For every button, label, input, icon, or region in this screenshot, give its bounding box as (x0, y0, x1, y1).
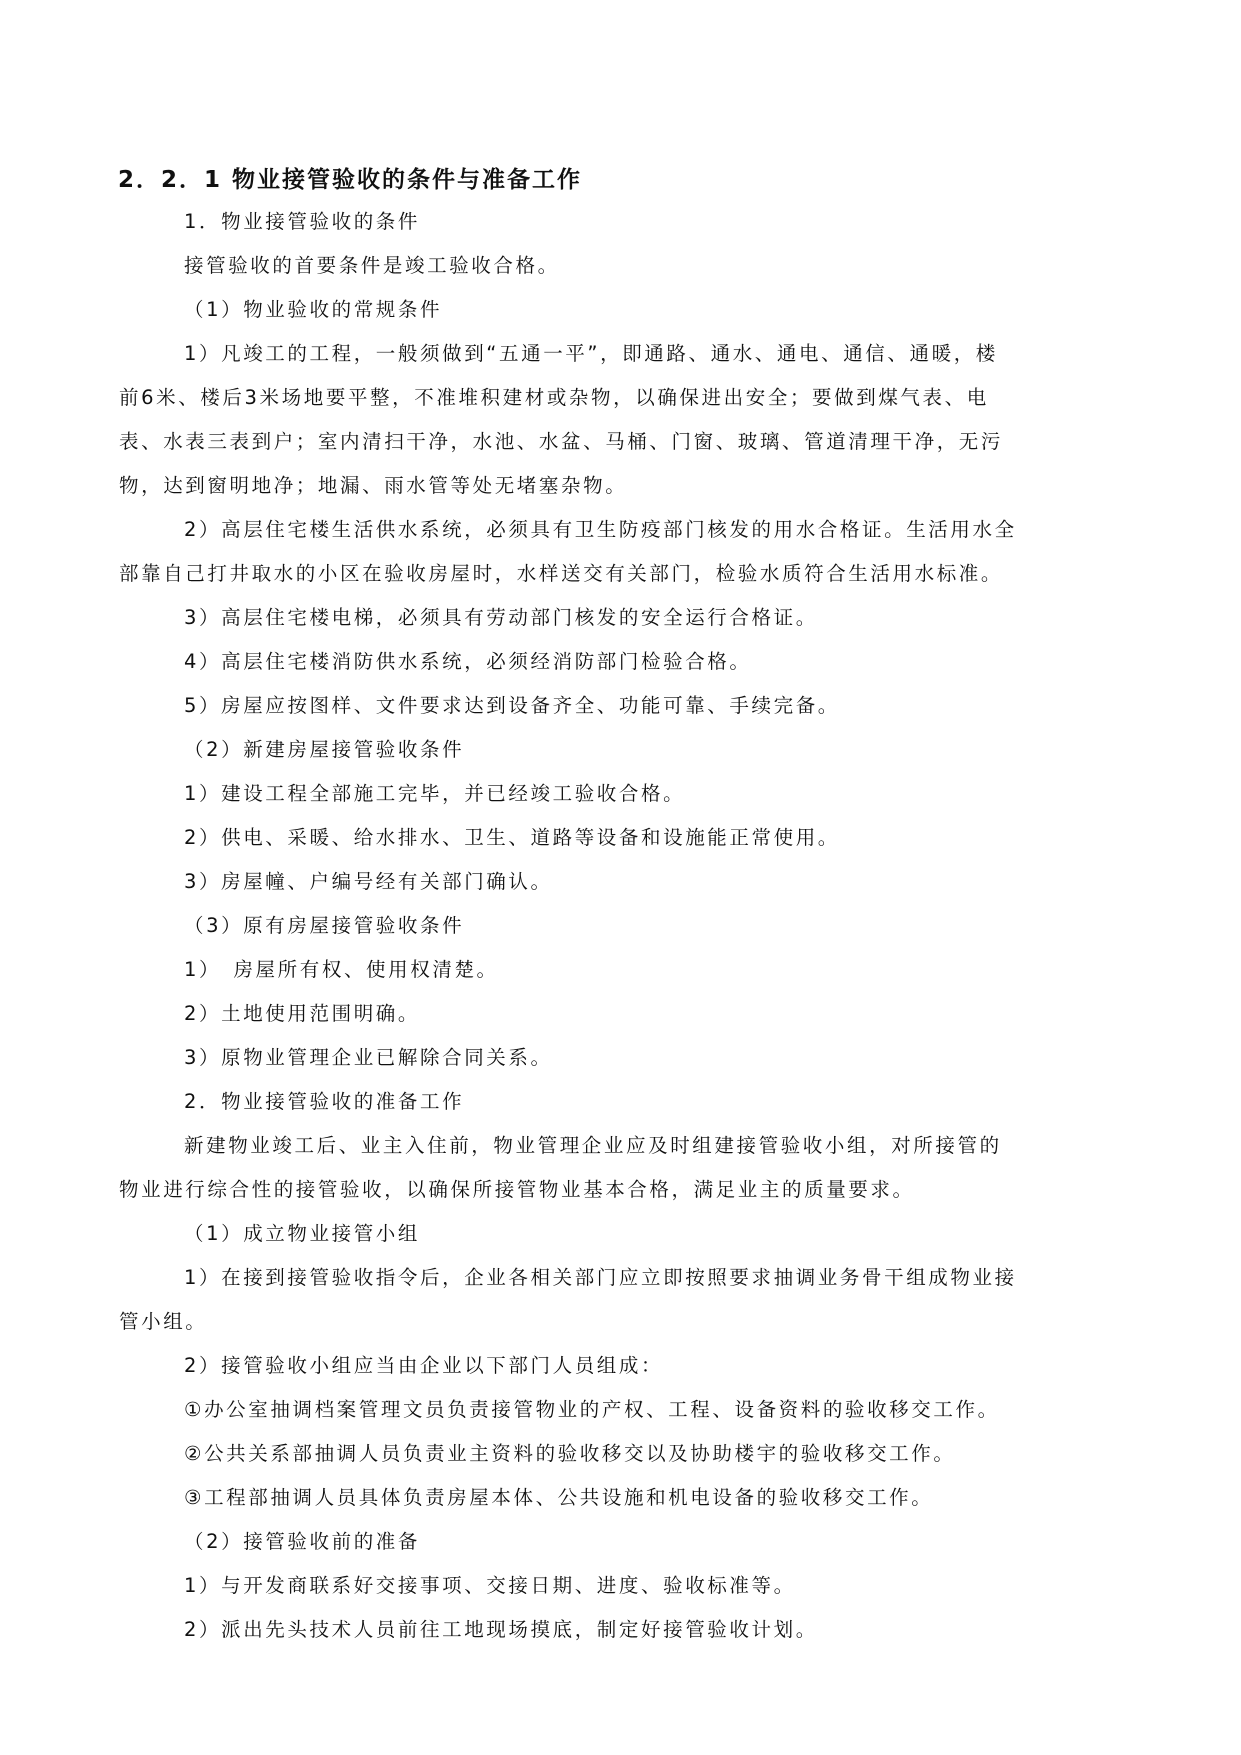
paragraph: 1）凡竣工的工程，一般须做到“五通一平”，即通路、通水、通电、通信、通暖，楼 (184, 342, 998, 365)
paragraph: 3）原物业管理企业已解除合同关系。 (184, 1046, 553, 1069)
paragraph: 2．物业接管验收的准备工作 (184, 1090, 465, 1113)
paragraph: 2）土地使用范围明确。 (184, 1002, 421, 1025)
paragraph: ②公共关系部抽调人员负责业主资料的验收移交以及协助楼宇的验收移交工作。 (184, 1442, 956, 1465)
paragraph: 4）高层住宅楼消防供水系统，必须经消防部门检验合格。 (184, 650, 752, 673)
paragraph: （2）接管验收前的准备 (184, 1530, 421, 1553)
paragraph: 表、水表三表到户；室内清扫干净，水池、水盆、马桶、门窗、玻璃、管道清理干净，无污 (119, 430, 1004, 453)
paragraph: 物业进行综合性的接管验收，以确保所接管物业基本合格，满足业主的质量要求。 (119, 1178, 915, 1201)
paragraph: 1）建设工程全部施工完毕，并已经竣工验收合格。 (184, 782, 686, 805)
paragraph: 2）派出先头技术人员前往工地现场摸底，制定好接管验收计划。 (184, 1618, 818, 1641)
section-heading: 2．2．1 物业接管验收的条件与准备工作 (118, 167, 583, 193)
paragraph: 3）高层住宅楼电梯，必须具有劳动部门核发的安全运行合格证。 (184, 606, 818, 629)
paragraph: （2）新建房屋接管验收条件 (184, 738, 465, 761)
paragraph: ③工程部抽调人员具体负责房屋本体、公共设施和机电设备的验收移交工作。 (184, 1486, 934, 1509)
paragraph: 管小组。 (119, 1310, 208, 1333)
paragraph: 部靠自己打井取水的小区在验收房屋时，水样送交有关部门，检验水质符合生活用水标准。 (119, 562, 1004, 585)
paragraph: 物，达到窗明地净；地漏、雨水管等处无堵塞杂物。 (119, 474, 628, 497)
paragraph: 2）接管验收小组应当由企业以下部门人员组成： (184, 1354, 664, 1377)
paragraph: 2）高层住宅楼生活供水系统，必须具有卫生防疫部门核发的用水合格证。生活用水全 (184, 518, 1017, 541)
paragraph: （3）原有房屋接管验收条件 (184, 914, 465, 937)
paragraph: 5）房屋应按图样、文件要求达到设备齐全、功能可靠、手续完备。 (184, 694, 840, 717)
paragraph: 2）供电、采暖、给水排水、卫生、道路等设备和设施能正常使用。 (184, 826, 840, 849)
paragraph: 新建物业竣工后、业主入住前，物业管理企业应及时组建接管验收小组，对所接管的 (184, 1134, 1002, 1157)
paragraph: 3）房屋幢、户编号经有关部门确认。 (184, 870, 553, 893)
paragraph: 1）与开发商联系好交接事项、交接日期、进度、验收标准等。 (184, 1574, 796, 1597)
document-body (119, 200, 1122, 1652)
paragraph: 前6米、楼后3米场地要平整，不准堆积建材或杂物，以确保进出安全；要做到煤气表、电 (119, 386, 989, 409)
paragraph: 1） 房屋所有权、使用权清楚。 (184, 958, 499, 981)
paragraph: （1）成立物业接管小组 (184, 1222, 421, 1245)
paragraph: 接管验收的首要条件是竣工验收合格。 (184, 254, 560, 277)
paragraph: （1）物业验收的常规条件 (184, 298, 443, 321)
paragraph: ①办公室抽调档案管理文员负责接管物业的产权、工程、设备资料的验收移交工作。 (184, 1398, 1000, 1421)
paragraph: 1．物业接管验收的条件 (184, 210, 421, 233)
paragraph: 1）在接到接管验收指令后，企业各相关部门应立即按照要求抽调业务骨干组成物业接 (184, 1266, 1017, 1289)
